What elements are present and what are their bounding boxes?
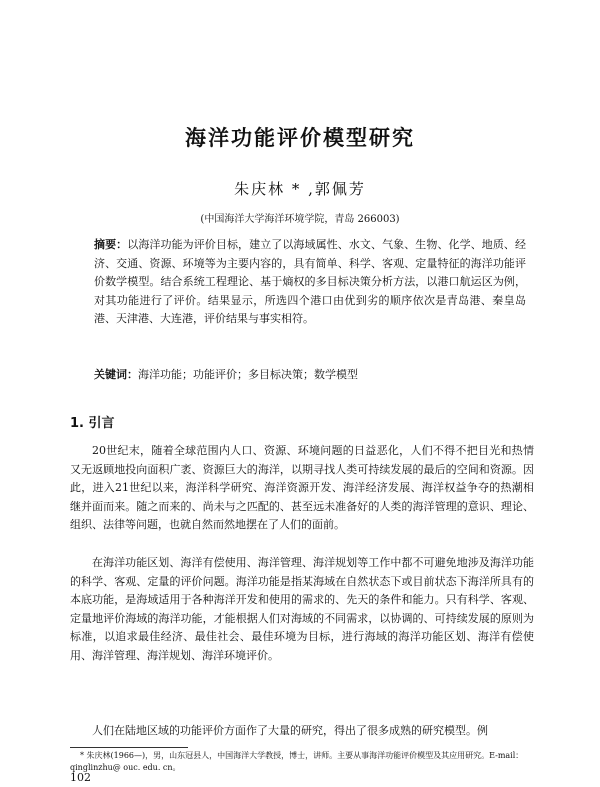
keywords: [94, 366, 526, 384]
abstract-text: 以海洋功能为评价目标，建立了以海域属性、水文、气象、生物、化学、地质、经济、交通、资源、环境等为主要内容的，具有简单、科学、客观、定量特征的海洋功能评价数学模型。结合系统工程理论、基于熵权的多目标决策分析方法，以港口航运区为例，对其功能进行了评价。结果显示，所选四个港口由优到劣的顺序依次是青岛港、秦皇岛港、天津港、大连港，评价结果与事实相符。: [94, 238, 527, 325]
abstract-label: 摘要：: [94, 238, 128, 251]
keywords-text: 海洋功能；功能评价；多目标决策；数学模型: [138, 368, 358, 381]
abstract: [94, 236, 526, 329]
body-paragraph: 20世纪末，随着全球范围内人口、资源、环境问题的日益恶化，人们不得不把目光和热情又无返顾地投向面积广袤、资源巨大的海洋，以期寻找人类可持续发展的最后的空间和资源。因此，进入21世纪以来，海洋科学研究、海洋资源开发、海洋经济发展、海洋权益争夺的热潮相继并面而来。随之而来的、尚未与之匹配的、甚至远未准备好的人类的海洋管理的意识、理论、组织、法律等问题，也就自然而然地摆在了人们的面前。: [70, 444, 534, 532]
section-heading: 1. 引言: [70, 416, 115, 431]
footnote: * 朱庆林(1966—)，男，山东冠县人，中国海洋大学教授，博士，讲师。主要从事海洋功能评价模型及其应用研究。E-mail：qinglinzhu@ ouc. edu. cn。: [70, 751, 524, 772]
page-number: 102: [70, 771, 91, 784]
body-paragraph: 在海洋功能区划、海洋有偿使用、海洋管理、海洋规划等工作中都不可避免地涉及海洋功能的科学、客观、定量的评价问题。海洋功能是指某海域在自然状态下或目前状态下海洋所具有的本底功能，是海域适用于各种海洋开发和使用的需求的、先天的条件和能力。只有科学、客观、定量地评价海域的海洋功能，才能根据人们对海域的不同需求，以协调的、可持续发展的原则为标准，以追求最佳经济、最佳社会、最佳环境为目标，进行海域的海洋功能区划、海洋有偿使用、海洋管理、海洋规划、海洋环境评价。: [70, 556, 534, 662]
footnote-divider: [70, 747, 188, 748]
keywords-label: 关键词：: [94, 368, 138, 381]
paper-title: 海洋功能评价模型研究: [185, 126, 415, 150]
author-line: 朱庆林 * ,郭佩芳: [234, 180, 366, 198]
affiliation: (中国海洋大学海洋环境学院，青岛 266003): [200, 214, 400, 225]
body-paragraph: 人们在陆地区域的功能评价方面作了大量的研究，得出了很多成熟的研究模型。例: [92, 724, 488, 737]
